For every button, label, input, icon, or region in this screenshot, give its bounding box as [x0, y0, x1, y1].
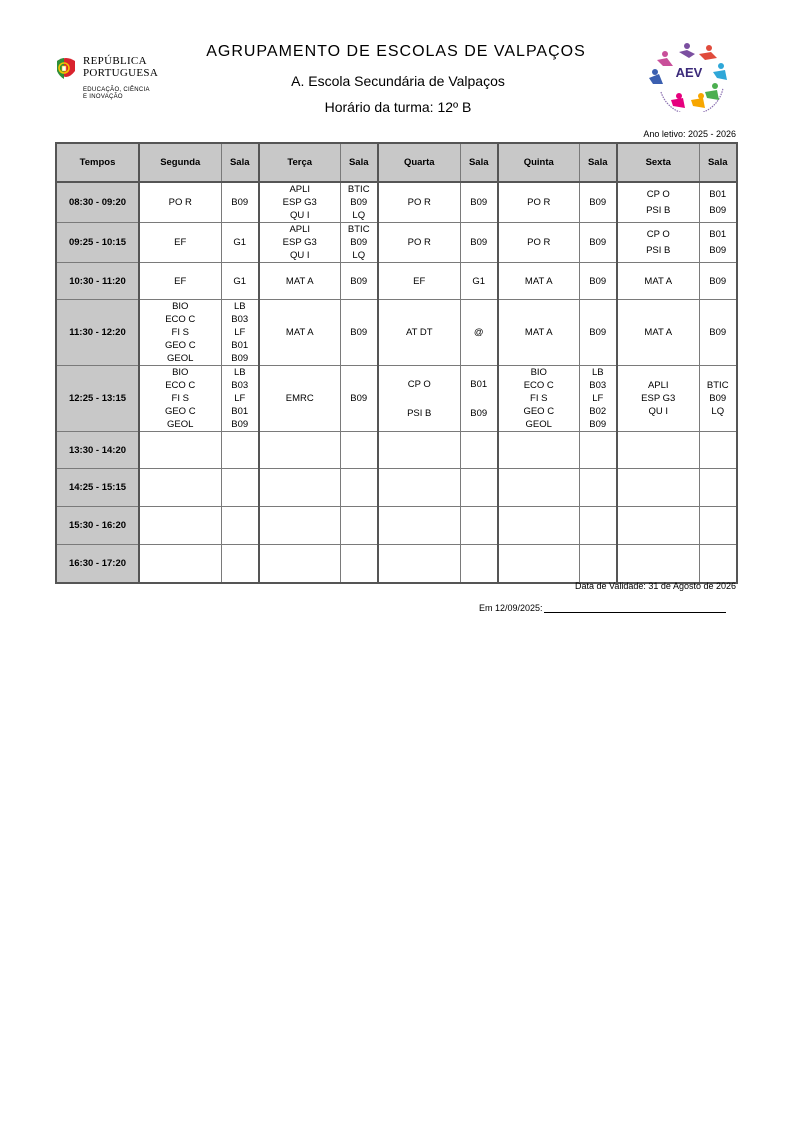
cell-line: B09 — [589, 275, 607, 287]
room-cell — [579, 300, 617, 366]
cell-line: ECO C — [523, 380, 554, 391]
subject-cell — [259, 263, 340, 300]
cell-line: B02 — [589, 406, 607, 417]
subject-cell — [378, 182, 460, 223]
subject-cell — [617, 507, 699, 545]
subject-cell — [617, 469, 699, 507]
cell-line: LQ — [352, 250, 366, 261]
cell-line: GEO C — [164, 340, 196, 351]
column-header-sala: Sala — [699, 143, 737, 182]
subject-cell — [498, 469, 579, 507]
signature-line — [544, 603, 726, 613]
ministry-line2: E INOVAÇÃO — [83, 94, 123, 100]
cell-line: B09 — [350, 197, 368, 208]
column-header-day: Quinta — [498, 143, 579, 182]
cell-line: @ — [473, 327, 484, 338]
cell-line: GEOL — [167, 419, 194, 430]
cell-line: MAT A — [644, 275, 673, 287]
cell-line: BIO — [530, 367, 547, 378]
cell-line: B03 — [231, 380, 249, 391]
subject-cell — [139, 432, 221, 469]
subject-cell — [617, 263, 699, 300]
cell-line: ESP G3 — [282, 197, 317, 208]
subject-cell — [378, 507, 460, 545]
room-cell — [579, 263, 617, 300]
cell-line: CP O — [646, 229, 670, 241]
cell-line: B03 — [231, 314, 249, 325]
room-cell — [699, 263, 737, 300]
room-cell — [340, 300, 378, 366]
column-header-day: Terça — [259, 143, 340, 182]
subject-cell — [617, 182, 699, 223]
cell-line: LF — [234, 393, 246, 404]
subject-cell — [259, 432, 340, 469]
room-cell — [579, 545, 617, 583]
table-row — [56, 223, 737, 263]
cell-line: LB — [233, 301, 246, 312]
cell-line: BIO — [172, 367, 189, 378]
room-cell — [579, 507, 617, 545]
cell-line: G1 — [233, 275, 247, 287]
aev-logo — [643, 38, 735, 112]
column-header-tempos: Tempos — [56, 143, 139, 182]
cell-line: ECO C — [165, 314, 196, 325]
cell-line: B03 — [589, 380, 607, 391]
table-row — [56, 300, 737, 366]
room-cell — [340, 469, 378, 507]
schedule-table — [55, 142, 738, 584]
table-row — [56, 507, 737, 545]
table-row — [56, 182, 737, 223]
cell-line: GEOL — [167, 353, 194, 364]
time-slot: 12:25 - 13:15 — [56, 366, 139, 432]
column-header-day: Quarta — [378, 143, 460, 182]
time-slot: 14:25 - 15:15 — [56, 469, 139, 507]
cell-line: B09 — [589, 237, 607, 248]
room-cell — [579, 366, 617, 432]
subject-cell — [498, 432, 579, 469]
cell-line: B09 — [350, 237, 368, 248]
cell-line: BTIC — [347, 184, 370, 195]
room-cell — [699, 366, 737, 432]
table-row — [56, 469, 737, 507]
cell-line: MAT A — [285, 275, 314, 287]
room-cell — [221, 545, 259, 583]
signature-date-label: Em 12/09/2025: — [479, 603, 543, 613]
subject-cell — [139, 300, 221, 366]
subject-cell — [378, 469, 460, 507]
room-cell — [340, 432, 378, 469]
subject-cell — [139, 263, 221, 300]
room-cell — [221, 432, 259, 469]
cell-line: B01 — [231, 406, 249, 417]
subject-cell — [617, 545, 699, 583]
cell-line: PO R — [407, 237, 431, 248]
time-slot: 15:30 - 16:20 — [56, 507, 139, 545]
cell-line: MAT A — [524, 327, 553, 338]
cell-line: B09 — [709, 244, 727, 256]
time-slot: 08:30 - 09:20 — [56, 182, 139, 223]
room-cell — [699, 182, 737, 223]
cell-line: PSI B — [646, 204, 671, 216]
cell-line: BTIC — [347, 224, 370, 235]
cell-line: B09 — [231, 353, 249, 364]
subject-cell — [617, 300, 699, 366]
cell-line: QU I — [648, 406, 669, 417]
republica-line1: REPÚBLICA — [83, 55, 147, 67]
school-name: A. Escola Secundária de Valpaços — [291, 73, 505, 89]
column-header-day: Segunda — [139, 143, 221, 182]
cell-line: FI S — [530, 393, 548, 404]
cell-line: GEO C — [164, 406, 196, 417]
room-cell — [579, 469, 617, 507]
cell-line: B09 — [470, 407, 488, 419]
subject-cell — [498, 182, 579, 223]
time-slot: 13:30 - 14:20 — [56, 432, 139, 469]
cell-line: B09 — [350, 393, 368, 404]
subject-cell — [259, 507, 340, 545]
cell-line: G1 — [233, 237, 247, 248]
room-cell — [340, 545, 378, 583]
republica-line2: PORTUGUESA — [83, 67, 159, 79]
cell-line: FI S — [171, 393, 189, 404]
room-cell — [460, 545, 498, 583]
room-cell — [221, 300, 259, 366]
room-cell — [460, 300, 498, 366]
cell-line: PSI B — [646, 244, 671, 256]
time-slot: 16:30 - 17:20 — [56, 545, 139, 583]
room-cell — [221, 366, 259, 432]
subject-cell — [378, 432, 460, 469]
schedule-header-row — [56, 143, 737, 182]
subject-cell — [498, 300, 579, 366]
cell-line: LF — [234, 327, 246, 338]
subject-cell — [498, 366, 579, 432]
subject-cell — [259, 182, 340, 223]
subject-cell — [378, 300, 460, 366]
room-cell — [579, 223, 617, 263]
cell-line: B01 — [470, 378, 488, 390]
column-header-sala: Sala — [579, 143, 617, 182]
cell-line: B01 — [709, 229, 727, 241]
cell-line: FI S — [171, 327, 189, 338]
cell-line: B09 — [709, 275, 727, 287]
subject-cell — [378, 223, 460, 263]
subject-cell — [378, 366, 460, 432]
room-cell — [460, 223, 498, 263]
room-cell — [340, 263, 378, 300]
cell-line: B09 — [350, 275, 368, 287]
subject-cell — [498, 507, 579, 545]
room-cell — [699, 432, 737, 469]
subject-cell — [259, 223, 340, 263]
cell-line: LB — [233, 367, 246, 378]
cell-line: MAT A — [285, 327, 314, 338]
cell-line: CP O — [407, 378, 431, 390]
cell-line: B09 — [709, 327, 727, 338]
cell-line: LQ — [711, 406, 725, 417]
cell-line: B09 — [589, 419, 607, 430]
table-row — [56, 366, 737, 432]
cell-line: PO R — [168, 197, 192, 208]
aev-logo-text: AEV — [675, 65, 703, 80]
table-row — [56, 545, 737, 583]
room-cell — [460, 432, 498, 469]
cell-line: EF — [413, 275, 426, 287]
room-cell — [340, 223, 378, 263]
column-header-sala: Sala — [221, 143, 259, 182]
cell-line: B09 — [589, 197, 607, 208]
room-cell — [460, 469, 498, 507]
cell-line: B09 — [350, 327, 368, 338]
subject-cell — [617, 432, 699, 469]
cell-line: APLI — [289, 224, 311, 235]
subject-cell — [259, 469, 340, 507]
subject-cell — [498, 223, 579, 263]
cell-line: PO R — [407, 197, 431, 208]
time-slot: 09:25 - 10:15 — [56, 223, 139, 263]
cell-line: ESP G3 — [641, 393, 676, 404]
room-cell — [460, 263, 498, 300]
room-cell — [460, 182, 498, 223]
cell-line: BIO — [172, 301, 189, 312]
cell-line: G1 — [472, 275, 486, 287]
cell-line: APLI — [289, 184, 311, 195]
cell-line: B09 — [470, 197, 488, 208]
subject-cell — [139, 469, 221, 507]
room-cell — [579, 182, 617, 223]
validity-date: Data de Validade: 31 de Agosto de 2026 — [575, 581, 736, 591]
schedule-body — [56, 182, 737, 583]
cell-line: QU I — [289, 250, 310, 261]
ministry-line1: EDUCAÇÃO, CIÊNCIA — [83, 87, 150, 93]
room-cell — [221, 469, 259, 507]
room-cell — [340, 366, 378, 432]
column-header-sala: Sala — [340, 143, 378, 182]
cell-line: QU I — [289, 210, 310, 221]
cell-line: APLI — [647, 380, 669, 391]
time-slot: 11:30 - 12:20 — [56, 300, 139, 366]
cell-line: B09 — [709, 393, 727, 404]
cell-line: LF — [592, 393, 604, 404]
cell-line: ECO C — [165, 380, 196, 391]
room-cell — [221, 263, 259, 300]
room-cell — [460, 366, 498, 432]
cell-line: LQ — [352, 210, 366, 221]
room-cell — [221, 223, 259, 263]
room-cell — [699, 223, 737, 263]
cell-line: GEOL — [525, 419, 552, 430]
cell-line: CP O — [646, 189, 670, 201]
cell-line: EF — [174, 237, 187, 248]
cell-line: PO R — [527, 197, 551, 208]
subject-cell — [259, 366, 340, 432]
room-cell — [460, 507, 498, 545]
school-year: Ano letivo: 2025 - 2026 — [643, 129, 736, 139]
cell-line: MAT A — [644, 327, 673, 338]
subject-cell — [139, 223, 221, 263]
cell-line: B09 — [470, 237, 488, 248]
cell-line: B01 — [709, 189, 727, 201]
cell-line: ESP G3 — [282, 237, 317, 248]
room-cell — [699, 545, 737, 583]
subject-cell — [498, 263, 579, 300]
class-label: Horário da turma: 12º B — [324, 99, 472, 115]
subject-cell — [378, 263, 460, 300]
cell-line: EMRC — [285, 393, 314, 404]
subject-cell — [139, 182, 221, 223]
room-cell — [699, 507, 737, 545]
cell-line: MAT A — [524, 275, 553, 287]
cell-line: PO R — [527, 237, 551, 248]
room-cell — [221, 507, 259, 545]
subject-cell — [617, 366, 699, 432]
table-row — [56, 263, 737, 300]
signature-date — [479, 603, 726, 613]
subject-cell — [139, 366, 221, 432]
subject-cell — [259, 545, 340, 583]
cell-line: AT DT — [405, 327, 433, 338]
subject-cell — [498, 545, 579, 583]
column-header-sala: Sala — [460, 143, 498, 182]
cell-line: B09 — [589, 327, 607, 338]
cell-line: B09 — [231, 419, 249, 430]
cell-line: LB — [591, 367, 604, 378]
room-cell — [699, 300, 737, 366]
subject-cell — [259, 300, 340, 366]
room-cell — [221, 182, 259, 223]
subject-cell — [139, 545, 221, 583]
subject-cell — [139, 507, 221, 545]
cell-line: B09 — [709, 204, 727, 216]
subject-cell — [378, 545, 460, 583]
cell-line: BTIC — [706, 380, 729, 391]
cell-line: EF — [174, 275, 187, 287]
subject-cell — [617, 223, 699, 263]
document-title: AGRUPAMENTO DE ESCOLAS DE VALPAÇOS — [206, 43, 586, 60]
room-cell — [340, 182, 378, 223]
cell-line: PSI B — [407, 407, 432, 419]
time-slot: 10:30 - 11:20 — [56, 263, 139, 300]
table-row — [56, 432, 737, 469]
room-cell — [340, 507, 378, 545]
room-cell — [699, 469, 737, 507]
column-header-day: Sexta — [617, 143, 699, 182]
cell-line: B01 — [231, 340, 249, 351]
cell-line: B09 — [231, 197, 249, 208]
room-cell — [579, 432, 617, 469]
cell-line: GEO C — [523, 406, 555, 417]
